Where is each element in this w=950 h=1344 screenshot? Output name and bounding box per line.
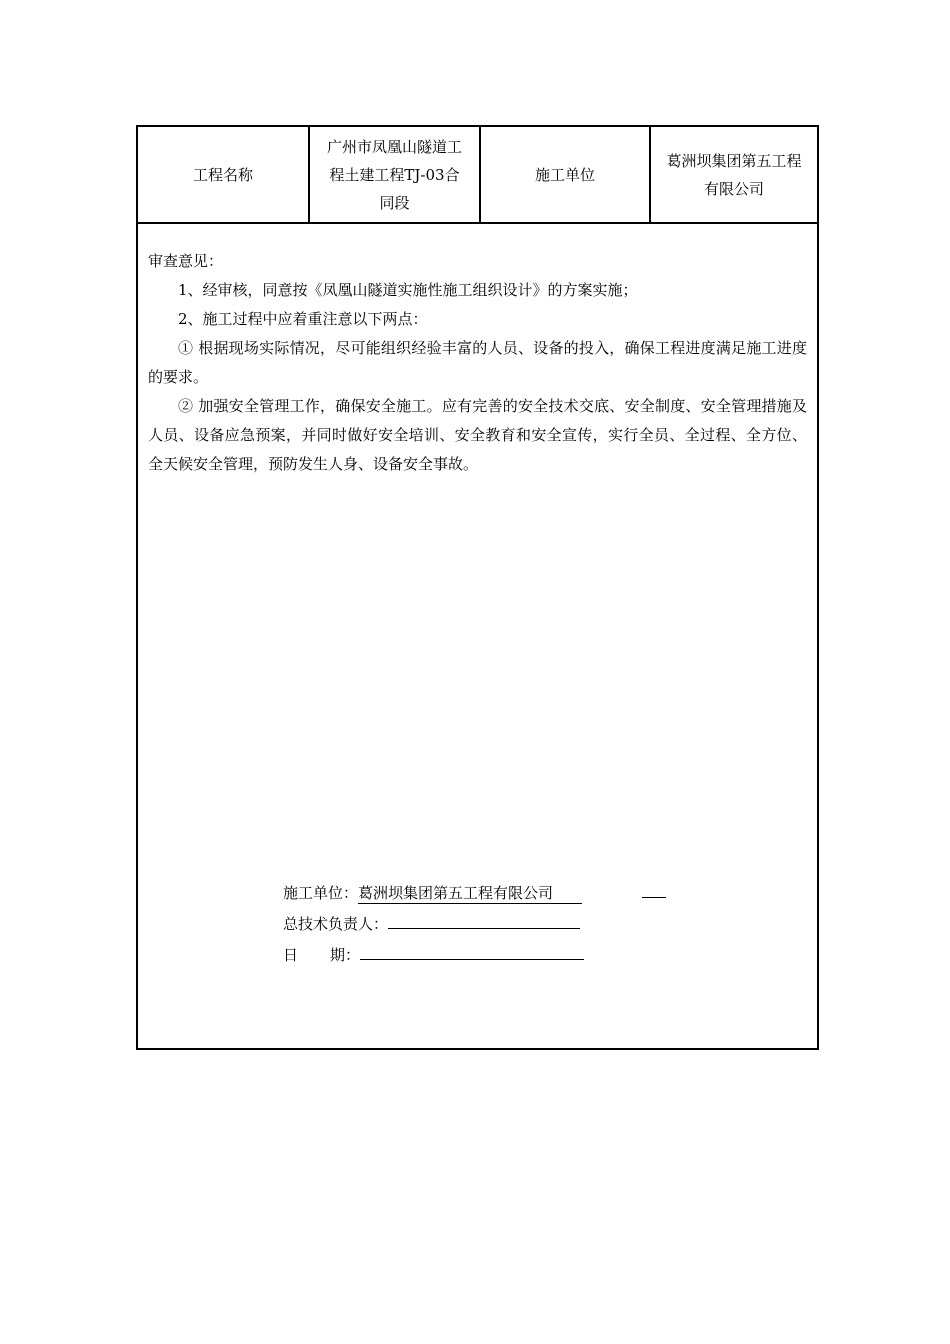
signature-date-line bbox=[360, 939, 584, 960]
review-item: 1、经审核，同意按《凤凰山隧道实施性施工组织设计》的方案实施； bbox=[178, 281, 638, 299]
project-name-value bbox=[308, 127, 479, 222]
project-name-line: 同段 bbox=[379, 193, 410, 212]
review-form bbox=[136, 125, 819, 1050]
review-heading: 审查意见： bbox=[148, 252, 224, 270]
signature-unit-row bbox=[283, 879, 666, 908]
signature-date-row bbox=[283, 939, 666, 970]
signature-block bbox=[283, 879, 666, 970]
contractor-label: 施工单位 bbox=[479, 127, 649, 222]
project-name-label: 工程名称 bbox=[192, 165, 253, 184]
signature-unit-label: 施工单位： bbox=[283, 884, 359, 902]
signature-chief-label: 总技术负责人： bbox=[283, 915, 389, 933]
review-item: 2、施工过程中应着重注意以下两点： bbox=[178, 310, 428, 328]
review-item: ① 根据现场实际情况，尽可能组织经验丰富的人员、设备的投入，确保工程进度满足施工进度的要求。 bbox=[148, 339, 807, 386]
signature-chief-line bbox=[388, 908, 580, 929]
contractor-line: 葛洲坝集团第五工程 bbox=[666, 151, 802, 170]
signature-date-label-2: 期： bbox=[330, 946, 361, 964]
contractor-value bbox=[649, 127, 817, 222]
project-name-line: 程土建工程TJ-03合 bbox=[329, 165, 460, 184]
review-item: ② 加强安全管理工作，确保安全施工。应有完善的安全技术交底、安全制度、安全管理措施及人员、设备应急预案，并同时做好安全培训、安全教育和安全宣传，实行全员、全过程、全方位、全天候安全管理，预防发生人身、设备安全事故。 bbox=[148, 397, 807, 473]
project-name-line: 广州市凤凰山隧道工 bbox=[326, 137, 462, 156]
signature-unit-value: 葛洲坝集团第五工程有限公司 bbox=[358, 883, 582, 904]
signature-date-label-1: 日 bbox=[283, 946, 299, 964]
review-opinion bbox=[148, 247, 807, 479]
signature-unit-tail-line bbox=[642, 883, 666, 898]
contractor-line: 有限公司 bbox=[703, 179, 764, 198]
signature-chief-row bbox=[283, 908, 666, 939]
header-row bbox=[138, 127, 817, 224]
